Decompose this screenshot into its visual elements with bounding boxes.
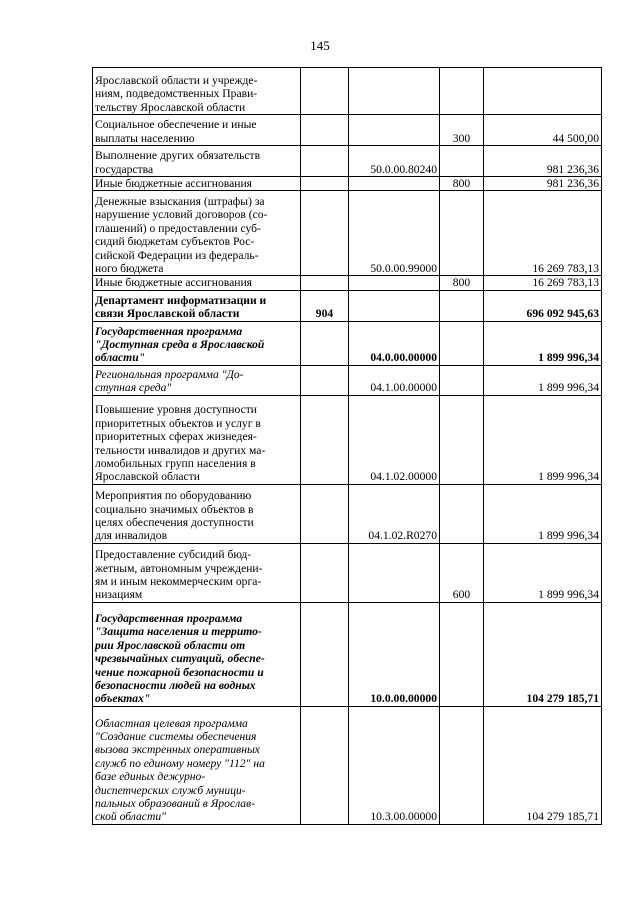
amount-cell: 1 899 996,34 bbox=[484, 395, 602, 484]
target-article-code-cell: 04.1.00.00000 bbox=[349, 365, 440, 395]
row-name-cell: Областная целевая программа "Создание системы обеспечения вызова экстренных оперативных служб по единому номеру "112" на базе единых дежурно- диспетчерских служб муници- пальных образований в Ярослав- ской области" bbox=[93, 706, 301, 824]
department-code-cell bbox=[301, 146, 349, 177]
department-code-cell bbox=[301, 68, 349, 115]
table-row bbox=[93, 395, 602, 484]
expense-type-cell bbox=[440, 602, 484, 706]
row-name-cell: Денежные взыскания (штрафы) за нарушение условий договоров (со- глашений) о предоставлении суб- сидий бюджетам субъектов Рос- сийской Федерации из федераль- ного бюджета bbox=[93, 191, 301, 276]
amount-cell: 696 092 945,63 bbox=[484, 290, 602, 321]
department-code-cell bbox=[301, 276, 349, 290]
amount-cell: 104 279 185,71 bbox=[484, 706, 602, 824]
row-name-cell: Выполнение других обязательств государства bbox=[93, 146, 301, 177]
target-article-code-cell: 10.3.00.00000 bbox=[349, 706, 440, 824]
table-row bbox=[93, 484, 602, 543]
target-article-code-cell: 10.0.00.00000 bbox=[349, 602, 440, 706]
budget-table bbox=[92, 67, 602, 825]
expense-type-cell: 800 bbox=[440, 276, 484, 290]
target-article-code-cell bbox=[349, 68, 440, 115]
table-row bbox=[93, 321, 602, 365]
expense-type-cell bbox=[440, 146, 484, 177]
department-code-cell bbox=[301, 321, 349, 365]
expense-type-cell: 600 bbox=[440, 543, 484, 602]
table-row bbox=[93, 365, 602, 395]
target-article-code-cell: 50.0.00.99000 bbox=[349, 191, 440, 276]
target-article-code-cell: 50.0.00.80240 bbox=[349, 146, 440, 177]
expense-type-cell: 300 bbox=[440, 115, 484, 146]
amount-cell: 1 899 996,34 bbox=[484, 321, 602, 365]
expense-type-cell bbox=[440, 395, 484, 484]
table-row bbox=[93, 543, 602, 602]
row-name-cell: Департамент информатизации и связи Ярославской области bbox=[93, 290, 301, 321]
target-article-code-cell: 04.1.02.00000 bbox=[349, 395, 440, 484]
amount-cell: 16 269 783,13 bbox=[484, 191, 602, 276]
target-article-code-cell bbox=[349, 177, 440, 191]
target-article-code-cell bbox=[349, 290, 440, 321]
expense-type-cell bbox=[440, 365, 484, 395]
page-number: 145 bbox=[310, 38, 330, 53]
row-name-cell: Иные бюджетные ассигнования bbox=[93, 177, 301, 191]
table-row bbox=[93, 177, 602, 191]
table-row bbox=[93, 68, 602, 115]
department-code-cell bbox=[301, 484, 349, 543]
table-row bbox=[93, 290, 602, 321]
department-code-cell bbox=[301, 191, 349, 276]
expense-type-cell bbox=[440, 68, 484, 115]
table-row bbox=[93, 146, 602, 177]
row-name-cell: Государственная программа "Доступная среда в Ярославской области" bbox=[93, 321, 301, 365]
row-name-cell: Повышение уровня доступности приоритетных объектов и услуг в приоритетных сферах жизнедея- тельности инвалидов и других ма- ломобильных групп населения в Ярославской области bbox=[93, 395, 301, 484]
target-article-code-cell: 04.0.00.00000 bbox=[349, 321, 440, 365]
table-row bbox=[93, 602, 602, 706]
target-article-code-cell: 04.1.02.R0270 bbox=[349, 484, 440, 543]
department-code-cell bbox=[301, 706, 349, 824]
amount-cell: 44 500,00 bbox=[484, 115, 602, 146]
amount-cell: 1 899 996,34 bbox=[484, 543, 602, 602]
row-name-cell: Государственная программа "Защита населения и террито- рии Ярославской области от чрезвычайных ситуаций, обеспе- чение пожарной безопасности и безопасности людей на водных объектах" bbox=[93, 602, 301, 706]
table-row bbox=[93, 706, 602, 824]
expense-type-cell bbox=[440, 191, 484, 276]
row-name-cell: Предоставление субсидий бюд- жетным, автономным учреждени- ям и иным некоммерческим орга- низациям bbox=[93, 543, 301, 602]
department-code-cell bbox=[301, 395, 349, 484]
department-code-cell bbox=[301, 115, 349, 146]
table-row bbox=[93, 115, 602, 146]
department-code-cell bbox=[301, 543, 349, 602]
target-article-code-cell bbox=[349, 276, 440, 290]
row-name-cell: Ярославской области и учрежде- ниям, подведомственных Прави- тельству Ярославской области bbox=[93, 68, 301, 115]
amount-cell: 104 279 185,71 bbox=[484, 602, 602, 706]
amount-cell: 1 899 996,34 bbox=[484, 484, 602, 543]
department-code-cell bbox=[301, 177, 349, 191]
expense-type-cell bbox=[440, 484, 484, 543]
department-code-cell bbox=[301, 365, 349, 395]
expense-type-cell: 800 bbox=[440, 177, 484, 191]
amount-cell: 981 236,36 bbox=[484, 177, 602, 191]
row-name-cell: Социальное обеспечение и иные выплаты населению bbox=[93, 115, 301, 146]
amount-cell: 981 236,36 bbox=[484, 146, 602, 177]
department-code-cell: 904 bbox=[301, 290, 349, 321]
amount-cell bbox=[484, 68, 602, 115]
row-name-cell: Региональная программа "До- ступная среда" bbox=[93, 365, 301, 395]
target-article-code-cell bbox=[349, 543, 440, 602]
expense-type-cell bbox=[440, 290, 484, 321]
expense-type-cell bbox=[440, 706, 484, 824]
amount-cell: 1 899 996,34 bbox=[484, 365, 602, 395]
table-row bbox=[93, 191, 602, 276]
target-article-code-cell bbox=[349, 115, 440, 146]
table-row bbox=[93, 276, 602, 290]
row-name-cell: Мероприятия по оборудованию социально значимых объектов в целях обеспечения доступности для инвалидов bbox=[93, 484, 301, 543]
department-code-cell bbox=[301, 602, 349, 706]
expense-type-cell bbox=[440, 321, 484, 365]
row-name-cell: Иные бюджетные ассигнования bbox=[93, 276, 301, 290]
amount-cell: 16 269 783,13 bbox=[484, 276, 602, 290]
